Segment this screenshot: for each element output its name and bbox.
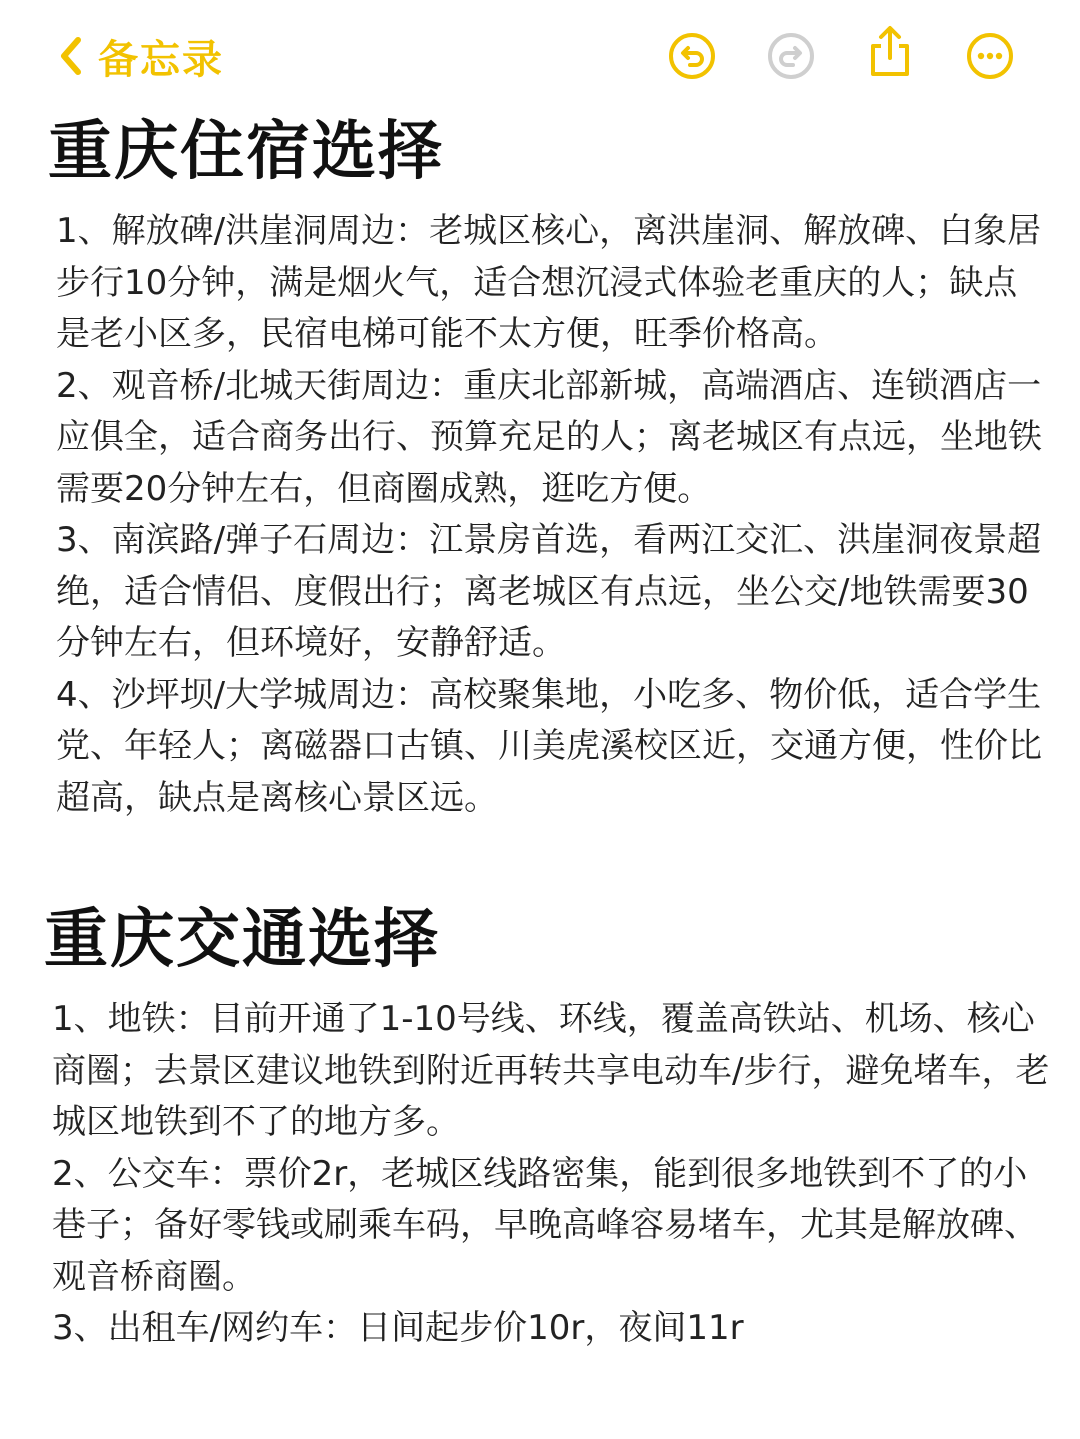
share-button[interactable] bbox=[864, 24, 916, 76]
chevron-left-icon bbox=[58, 34, 84, 78]
section-heading-transport: 重庆交通选择 bbox=[44, 903, 440, 977]
more-button[interactable] bbox=[964, 30, 1016, 82]
section-heading-lodging: 重庆住宿选择 bbox=[48, 115, 444, 189]
paragraph: 1、地铁：目前开通了1-10号线、环线，覆盖高铁站、机场、核心商圈；去景区建议地铁到附近再转共享电动车/步行，避免堵车，老城区地铁到不了的地方多。 bbox=[52, 999, 1050, 1142]
undo-button[interactable] bbox=[666, 30, 718, 82]
undo-icon bbox=[666, 30, 718, 82]
paragraph: 1、解放碑/洪崖洞周边：老城区核心，离洪崖洞、解放碑、白象居步行10分钟，满是烟火气，适合想沉浸式体验老重庆的人；缺点是老小区多，民宿电梯可能不太方便，旺季价格高。 bbox=[56, 211, 1042, 354]
paragraph: 2、公交车：票价2r，老城区线路密集，能到很多地铁到不了的小巷子；备好零钱或刷乘车码，早晚高峰容易堵车，尤其是解放碑、观音桥商圈。 bbox=[52, 1153, 1038, 1297]
paragraph: 4、沙坪坝/大学城周边：高校聚集地，小吃多、物价低，适合学生党、年轻人；离磁器口古镇、川美虎溪校区近，交通方便，性价比超高，缺点是离核心景区远。 bbox=[56, 674, 1042, 818]
top-bar bbox=[0, 0, 1080, 110]
back-label: 备忘录 bbox=[98, 36, 224, 83]
share-icon bbox=[864, 24, 916, 80]
more-icon bbox=[964, 30, 1016, 82]
paragraph: 3、南滨路/弹子石周边：江景房首选，看两江交汇、洪崖洞夜景超绝，适合情侣、度假出行；离老城区有点远，坐公交/地铁需要30分钟左右，但环境好，安静舒适。 bbox=[56, 520, 1042, 663]
redo-icon bbox=[765, 30, 817, 82]
paragraph: 3、出租车/网约车：日间起步价10r，夜间11r bbox=[52, 1308, 744, 1348]
section-body-lodging bbox=[56, 206, 1046, 824]
redo-button[interactable] bbox=[765, 30, 817, 82]
section-body-transport bbox=[52, 994, 1052, 1355]
paragraph: 2、观音桥/北城天街周边：重庆北部新城，高端酒店、连锁酒店一应俱全，适合商务出行、预算充足的人；离老城区有点远，坐地铁需要20分钟左右，但商圈成熟，逛吃方便。 bbox=[56, 365, 1042, 509]
back-button[interactable] bbox=[58, 28, 224, 84]
